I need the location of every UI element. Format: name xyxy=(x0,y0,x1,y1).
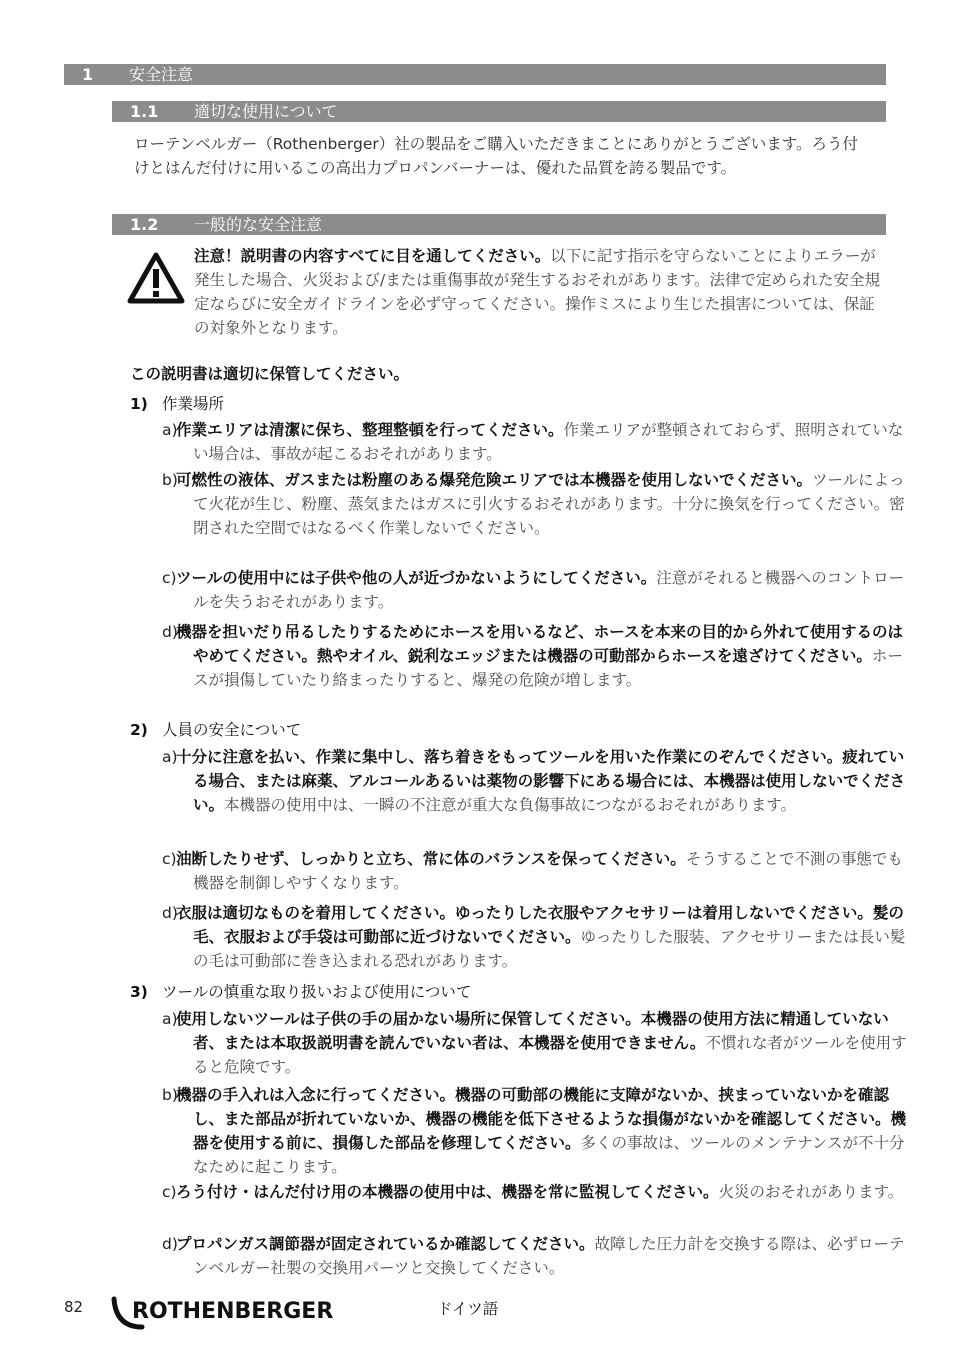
item-bold-text: ツールの使用中には子供や他の人が近づかないようにしてください。 xyxy=(176,569,657,587)
list-item xyxy=(162,745,917,817)
subsection-header-1-1 xyxy=(112,101,886,122)
page-number: 82 xyxy=(64,1298,84,1316)
subsection-number: 1.1 xyxy=(130,102,159,121)
list-item xyxy=(162,418,917,466)
item-bold-text: 機器の手入れは入念に行ってください。機器の可動部の機能に支障がないか、挟まっていないかを確認し、また部品が折れていないか、機器の機能を低下させるような損傷がないかを確認してください。機器を使用する前に、損傷した部品を修理してください。 xyxy=(176,1086,907,1152)
item-bold-text: 作業エリアは清潔に保ち、整理整頓を行ってください。 xyxy=(176,421,564,439)
item-letter: d) xyxy=(162,904,178,922)
intro-paragraph: ローテンベルガー（Rothenberger）社の製品をご購入いただきまことにありがとうございます。ろう付けとはんだ付けに用いるこの高出力プロパンバーナーは、優れた品質を誇る製品です。 xyxy=(134,135,859,177)
section-number: 1 xyxy=(82,65,94,84)
warning-bold: 注意！説明書の内容すべてに目を通してください。 xyxy=(194,247,551,265)
item-letter: d) xyxy=(162,1235,178,1253)
item-bold-text: 衣服は適切なものを着用してください。ゆったりした衣服やアクセサリーは着用しないでください。髪の毛、衣服および手袋は可動部に近づけないでください。 xyxy=(176,904,904,946)
item-letter: d) xyxy=(162,623,178,641)
section-heading-title: 作業場所 xyxy=(162,395,225,413)
list-item xyxy=(162,901,917,973)
item-normal-text: 故障した圧力計を交換する際は、必ずローテンベルガー社製の交換用パーツと交換してください。 xyxy=(193,1235,905,1277)
item-letter: c) xyxy=(162,850,177,868)
item-normal-text: ホースが損傷していたり絡まったりすると、爆発の危険が増します。 xyxy=(193,647,903,689)
item-normal-text: ゆったりした服装、アクセサリーまたは長い髪の毛は可動部に巻き込まれる恐れがあります。 xyxy=(193,928,906,970)
item-normal-text: 注意がそれると機器へのコントロールを失うおそれがあります。 xyxy=(193,569,905,611)
list-item xyxy=(162,1180,917,1204)
item-bold-text: ろう付け・はんだ付け用の本機器の使用中は、機器を常に監視してください。 xyxy=(176,1183,719,1201)
section-heading xyxy=(130,980,471,1004)
section-heading-number: 3) xyxy=(130,983,148,1001)
section-heading xyxy=(130,718,301,742)
item-normal-text: そうすることで不測の事態でも機器を制御しやすくなります。 xyxy=(193,850,903,892)
item-letter: c) xyxy=(162,569,177,587)
item-letter: a) xyxy=(162,748,178,766)
list-item xyxy=(162,620,917,692)
subsection-number: 1.2 xyxy=(130,215,159,234)
item-letter: b) xyxy=(162,1086,178,1104)
section-header xyxy=(64,64,886,85)
item-bold-text: 可燃性の液体、ガスまたは粉塵のある爆発危険エリアでは本機器を使用しないでください。 xyxy=(176,471,812,489)
section-heading xyxy=(130,392,224,416)
item-letter: b) xyxy=(162,471,178,489)
warning-triangle-icon xyxy=(127,252,185,304)
keep-manual-note: この説明書は適切に保管してください。 xyxy=(130,365,410,383)
subsection-title: 一般的な安全注意 xyxy=(194,215,323,234)
section-heading-title: ツールの慎重な取り扱いおよび使用について xyxy=(162,983,472,1001)
item-bold-text: 機器を担いだり吊るしたりするためにホースを用いるなど、ホースを本来の目的から外れて使用するのはやめてください。熱やオイル、鋭利なエッジまたは機器の可動部からホースを遠ざけてください。 xyxy=(176,623,903,665)
list-item xyxy=(162,1232,917,1280)
list-item xyxy=(162,1083,917,1179)
item-bold-text: プロパンガス調節器が固定されているか確認してください。 xyxy=(176,1235,595,1253)
list-item xyxy=(162,1007,917,1079)
item-letter: a) xyxy=(162,1010,178,1028)
warning-text xyxy=(194,244,886,340)
logo-brand: ROTHENBERGER xyxy=(132,1299,334,1324)
section-heading-title: 人員の安全について xyxy=(162,721,302,739)
item-bold-text: 油断したりせず、しっかりと立ち、常に体のバランスを保ってください。 xyxy=(176,850,686,868)
item-normal-text: ツールによって火花が生じ、粉塵、蒸気またはガスに引火するおそれがあります。十分に換気を行ってください。密閉された空間ではなるべく作業しないでください。 xyxy=(193,471,905,537)
section-heading-number: 2) xyxy=(130,721,148,739)
item-normal-text: 火災のおそれがあります。 xyxy=(718,1183,904,1201)
item-normal-text: 作業エリアが整頓されておらず、照明されていない場合は、事故が起こるおそれがあります。 xyxy=(193,421,904,463)
rothenberger-logo xyxy=(108,1291,348,1335)
subsection-title: 適切な使用について xyxy=(194,102,338,121)
section-heading-number: 1) xyxy=(130,395,148,413)
item-bold-text: 十分に注意を払い、作業に集中し、落ち着きをもってツールを用いた作業にのぞんでください。疲れている場合、または麻薬、アルコールあるいは薬物の影響下にある場合には、本機器は使用しないでください。 xyxy=(176,748,906,814)
item-normal-text: 多くの事故は、ツールのメンテナンスが不十分なために起こります。 xyxy=(193,1134,905,1176)
section-title: 安全注意 xyxy=(129,65,194,84)
item-bold-text: 使用しないツールは子供の手の届かない場所に保管してください。本機器の使用方法に精通していない者、または本取扱説明書を読んでいない者は、本機器を使用できません。 xyxy=(176,1010,889,1052)
list-item xyxy=(162,566,917,614)
item-letter: c) xyxy=(162,1183,177,1201)
warning-normal: 以下に記す指示を守らないことによりエラーが発生した場合、火災および/または重傷事故が発生するおそれがあります。法律で定められた安全規定ならびに安全ガイドラインを必ず守ってください。操作ミスにより生じた損害については、保証の対象外となります。 xyxy=(194,247,880,337)
list-item xyxy=(162,468,917,540)
item-normal-text: 不慣れな者がツールを使用すると危険です。 xyxy=(193,1034,907,1076)
list-item xyxy=(162,847,917,895)
subsection-header-1-2 xyxy=(112,214,886,235)
item-normal-text: 本機器の使用中は、一瞬の不注意が重大な負傷事故につながるおそれがあります。 xyxy=(224,796,796,814)
item-letter: a) xyxy=(162,421,178,439)
footer-language: ドイツ語 xyxy=(437,1300,499,1318)
